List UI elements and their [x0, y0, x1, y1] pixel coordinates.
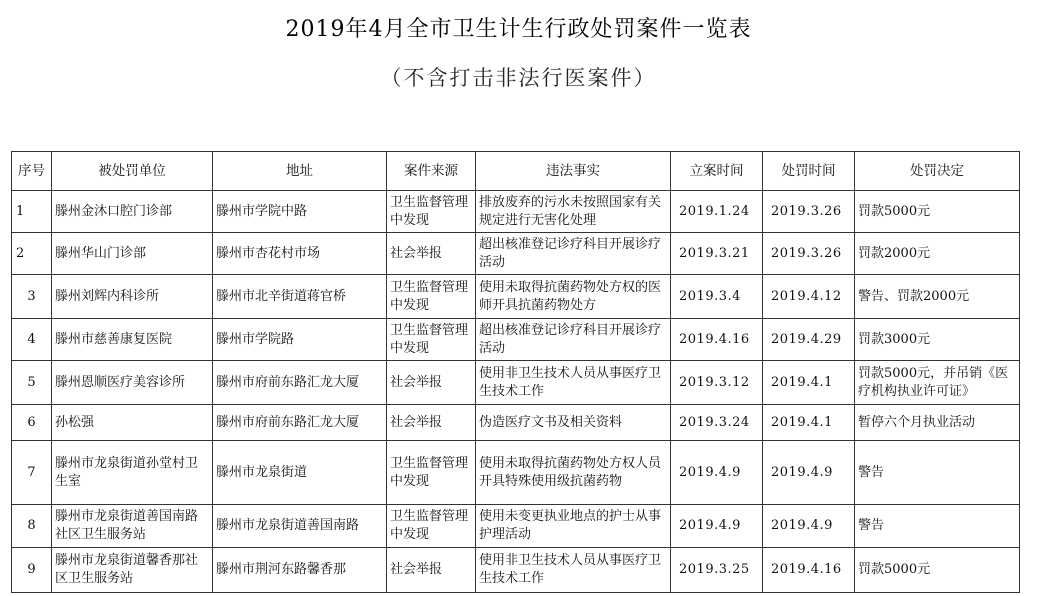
penalty-table	[11, 151, 1020, 593]
cell-seq: 2	[12, 233, 52, 275]
cell-filing-date: 2019.4.16	[671, 319, 763, 361]
cell-seq: 5	[12, 361, 52, 405]
cell-address: 滕州市杏花村市场	[213, 233, 387, 275]
table-row	[12, 361, 1020, 405]
cell-decision: 警告	[855, 441, 1020, 505]
cell-address: 滕州市荆河东路馨香那	[213, 548, 387, 593]
header-seq: 序号	[12, 152, 52, 191]
cell-seq: 1	[12, 191, 52, 233]
cell-facts: 伪造医疗文书及相关资料	[476, 405, 671, 441]
cell-seq: 4	[12, 319, 52, 361]
cell-address: 滕州市府前东路汇龙大厦	[213, 405, 387, 441]
cell-unit: 滕州金沐口腔门诊部	[52, 191, 213, 233]
cell-penalty-date: 2019.4.1	[763, 361, 855, 405]
header-filing-date: 立案时间	[671, 152, 763, 191]
cell-address: 滕州市学院中路	[213, 191, 387, 233]
cell-penalty-date: 2019.4.1	[763, 405, 855, 441]
cell-source: 社会举报	[387, 361, 476, 405]
cell-penalty-date: 2019.3.26	[763, 233, 855, 275]
cell-filing-date: 2019.3.25	[671, 548, 763, 593]
cell-facts: 排放废弃的污水未按照国家有关规定进行无害化处理	[476, 191, 671, 233]
cell-penalty-date: 2019.4.9	[763, 505, 855, 548]
cell-source: 卫生监督管理中发现	[387, 505, 476, 548]
cell-unit: 滕州市龙泉街道馨香那社区卫生服务站	[52, 548, 213, 593]
cell-source: 社会举报	[387, 548, 476, 593]
table-row	[12, 233, 1020, 275]
cell-decision: 罚款5000元	[855, 548, 1020, 593]
cell-source: 社会举报	[387, 405, 476, 441]
cell-decision: 罚款2000元	[855, 233, 1020, 275]
cell-unit: 孙松强	[52, 405, 213, 441]
header-unit: 被处罚单位	[52, 152, 213, 191]
table-row	[12, 405, 1020, 441]
cell-unit: 滕州刘辉内科诊所	[52, 275, 213, 319]
cell-filing-date: 2019.4.9	[671, 441, 763, 505]
cell-filing-date: 2019.3.4	[671, 275, 763, 319]
cell-address: 滕州市龙泉街道	[213, 441, 387, 505]
table-header-row	[12, 152, 1020, 191]
cell-address: 滕州市府前东路汇龙大厦	[213, 361, 387, 405]
cell-penalty-date: 2019.4.29	[763, 319, 855, 361]
cell-source: 社会举报	[387, 233, 476, 275]
cell-address: 滕州市北辛街道蒋官桥	[213, 275, 387, 319]
table-row	[12, 548, 1020, 593]
cell-filing-date: 2019.3.12	[671, 361, 763, 405]
header-decision: 处罚决定	[855, 152, 1020, 191]
table-row	[12, 191, 1020, 233]
cell-decision: 罚款3000元	[855, 319, 1020, 361]
cell-facts: 使用未取得抗菌药物处方权人员开具特殊使用级抗菌药物	[476, 441, 671, 505]
cell-facts: 使用非卫生技术人员从事医疗卫生技术工作	[476, 361, 671, 405]
table-row	[12, 275, 1020, 319]
header-address: 地址	[213, 152, 387, 191]
cell-source: 卫生监督管理中发现	[387, 275, 476, 319]
cell-source: 卫生监督管理中发现	[387, 441, 476, 505]
cell-source: 卫生监督管理中发现	[387, 191, 476, 233]
cell-seq: 9	[12, 548, 52, 593]
cell-unit: 滕州市慈善康复医院	[52, 319, 213, 361]
cell-unit: 滕州市龙泉街道善国南路社区卫生服务站	[52, 505, 213, 548]
cell-penalty-date: 2019.4.12	[763, 275, 855, 319]
cell-filing-date: 2019.4.9	[671, 505, 763, 548]
cell-decision: 警告、罚款2000元	[855, 275, 1020, 319]
cell-decision: 罚款5000元，并吊销《医疗机构执业许可证》	[855, 361, 1020, 405]
header-facts: 违法事实	[476, 152, 671, 191]
cell-unit: 滕州市龙泉街道孙堂村卫生室	[52, 441, 213, 505]
cell-unit: 滕州恩顺医疗美容诊所	[52, 361, 213, 405]
cell-facts: 使用非卫生技术人员从事医疗卫生技术工作	[476, 548, 671, 593]
cell-facts: 超出核准登记诊疗科目开展诊疗活动	[476, 319, 671, 361]
cell-filing-date: 2019.3.21	[671, 233, 763, 275]
cell-decision: 暂停六个月执业活动	[855, 405, 1020, 441]
cell-source: 卫生监督管理中发现	[387, 319, 476, 361]
table-row	[12, 505, 1020, 548]
header-penalty-date: 处罚时间	[763, 152, 855, 191]
cell-decision: 警告	[855, 505, 1020, 548]
cell-facts: 使用未变更执业地点的护士从事护理活动	[476, 505, 671, 548]
cell-seq: 7	[12, 441, 52, 505]
cell-seq: 8	[12, 505, 52, 548]
cell-seq: 3	[12, 275, 52, 319]
table-row	[12, 441, 1020, 505]
cell-filing-date: 2019.1.24	[671, 191, 763, 233]
cell-unit: 滕州华山门诊部	[52, 233, 213, 275]
cell-seq: 6	[12, 405, 52, 441]
cell-filing-date: 2019.3.24	[671, 405, 763, 441]
header-source: 案件来源	[387, 152, 476, 191]
cell-address: 滕州市龙泉街道善国南路	[213, 505, 387, 548]
cell-facts: 使用未取得抗菌药物处方权的医师开具抗菌药物处方	[476, 275, 671, 319]
cell-facts: 超出核准登记诊疗科目开展诊疗活动	[476, 233, 671, 275]
cell-decision: 罚款5000元	[855, 191, 1020, 233]
cell-penalty-date: 2019.4.9	[763, 441, 855, 505]
page-title: 2019年4月全市卫生计生行政处罚案件一览表	[285, 17, 752, 42]
cell-penalty-date: 2019.3.26	[763, 191, 855, 233]
cell-address: 滕州市学院路	[213, 319, 387, 361]
cell-penalty-date: 2019.4.16	[763, 548, 855, 593]
table-row	[12, 319, 1020, 361]
page-subtitle: （不含打击非法行医案件）	[380, 66, 657, 90]
